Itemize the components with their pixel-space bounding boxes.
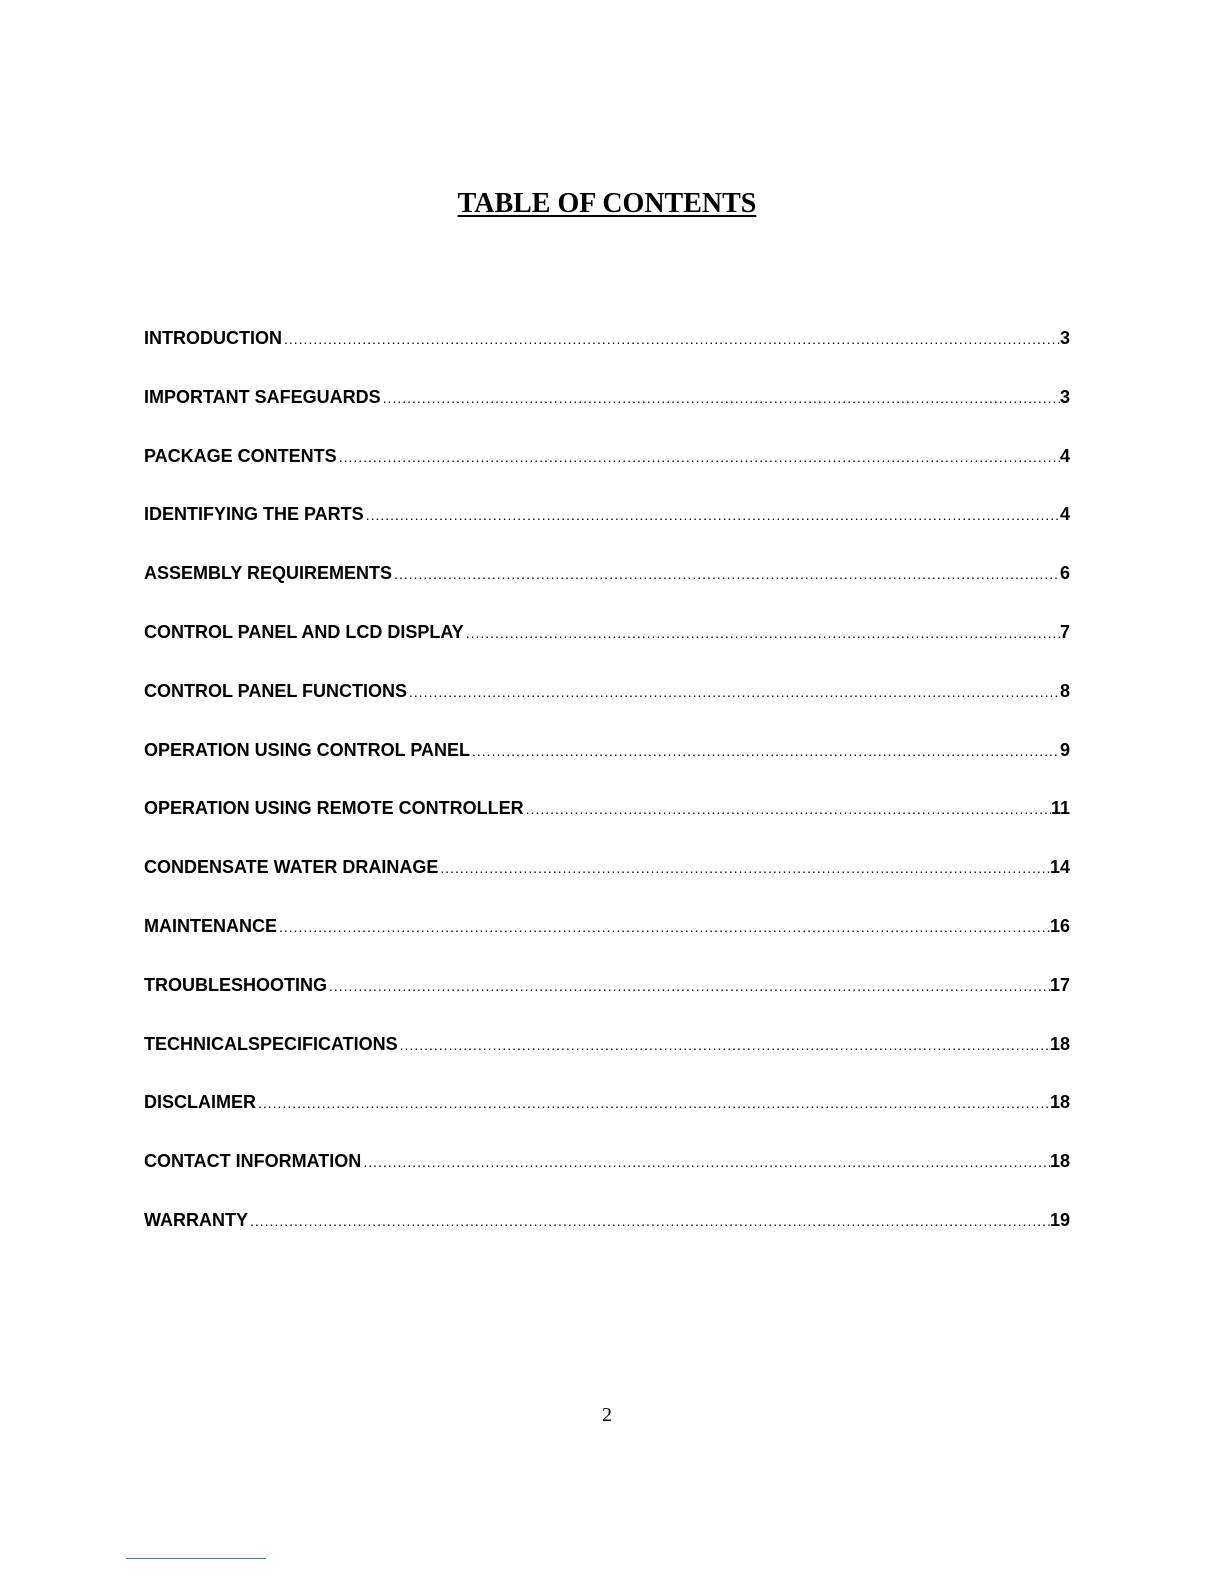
dot-leader (327, 974, 1050, 998)
toc-entry-page: 16 (1049, 915, 1070, 936)
toc-entry-package-contents[interactable] (144, 444, 1070, 503)
page-title: TABLE OF CONTENTS (457, 188, 757, 219)
toc-entry-page: 7 (1059, 621, 1070, 642)
dot-leader (248, 1209, 1050, 1233)
footer-rule (126, 1558, 266, 1559)
toc-entry-troubleshooting[interactable] (144, 973, 1070, 1032)
dot-leader (438, 856, 1050, 880)
toc-entry-label: IDENTIFYING THE PARTS (144, 504, 364, 525)
toc-entry-label: INTRODUCTION (144, 328, 282, 348)
toc-entry-page: 18 (1049, 1151, 1070, 1172)
toc-entry-label: OPERATION USING REMOTE CONTROLLER (144, 798, 524, 819)
dot-leader (256, 1091, 1050, 1115)
toc-entry-label: IMPORTANT SAFEGUARDS (144, 386, 381, 407)
toc-entry-page: 14 (1049, 857, 1070, 878)
toc-entry-page: 3 (1059, 386, 1070, 407)
toc-entry-label: CONTROL PANEL AND LCD DISPLAY (144, 621, 464, 642)
toc-entry-label: CONTACT INFORMATION (144, 1151, 362, 1172)
toc-entry-assembly-requirements[interactable] (144, 561, 1070, 620)
toc-entry-label: TECHNICALSPECIFICATIONS (144, 1033, 398, 1054)
toc-entry-disclaimer[interactable] (144, 1090, 1070, 1149)
toc-entry-important-safeguards[interactable] (144, 385, 1070, 444)
toc-entry-page: 18 (1049, 1092, 1070, 1113)
toc-entry-page: 19 (1049, 1209, 1070, 1230)
toc-entry-label: TROUBLESHOOTING (144, 974, 327, 995)
toc-entry-page: 6 (1059, 563, 1070, 584)
toc-entry-page: 4 (1059, 504, 1070, 525)
dot-leader (407, 680, 1060, 704)
toc-entry-page: 3 (1059, 328, 1070, 348)
toc-entry-warranty[interactable] (144, 1208, 1070, 1267)
dot-leader (364, 503, 1060, 527)
dot-leader (392, 562, 1060, 586)
dot-leader (282, 327, 1060, 351)
toc-entry-page: 17 (1049, 974, 1070, 995)
toc-entry-control-panel-and-lcd-display[interactable] (144, 620, 1070, 679)
toc-entry-label: MAINTENANCE (144, 915, 277, 936)
toc-entry-condensate-water-drainage[interactable] (144, 855, 1070, 914)
toc-entry-label: DISCLAIMER (144, 1092, 256, 1113)
dot-leader (361, 1150, 1050, 1174)
page-number: 2 (602, 1404, 612, 1426)
toc-entry-label: CONTROL PANEL FUNCTIONS (144, 680, 408, 701)
toc-entry-identifying-the-parts[interactable] (144, 502, 1070, 561)
toc-entry-control-panel-functions[interactable] (144, 679, 1070, 738)
toc-entry-label: CONDENSATE WATER DRAINAGE (144, 857, 439, 878)
toc-entry-label: ASSEMBLY REQUIREMENTS (144, 563, 393, 584)
dot-leader (470, 739, 1060, 763)
toc-entry-page: 9 (1059, 739, 1070, 760)
dot-leader (398, 1033, 1050, 1057)
dot-leader (381, 386, 1060, 410)
dot-leader (464, 621, 1060, 645)
toc-entry-page: 11 (1050, 798, 1070, 819)
dot-leader (337, 445, 1060, 469)
toc-entry-label: OPERATION USING CONTROL PANEL (144, 739, 471, 760)
toc-list (144, 326, 1070, 1267)
toc-entry-page: 4 (1059, 445, 1070, 466)
dot-leader (524, 797, 1051, 821)
toc-entry-page: 18 (1049, 1033, 1070, 1054)
toc-entry-operation-using-control-panel[interactable] (144, 738, 1070, 797)
toc-entry-technical-specifications[interactable] (144, 1032, 1070, 1091)
toc-entry-contact-information[interactable] (144, 1149, 1070, 1208)
toc-entry-introduction[interactable] (144, 326, 1070, 385)
toc-entry-maintenance[interactable] (144, 914, 1070, 973)
toc-entry-label: WARRANTY (144, 1209, 248, 1230)
toc-entry-page: 8 (1059, 680, 1070, 701)
dot-leader (277, 915, 1050, 939)
toc-entry-label: PACKAGE CONTENTS (144, 445, 337, 466)
toc-entry-operation-using-remote-controller[interactable] (144, 796, 1070, 855)
